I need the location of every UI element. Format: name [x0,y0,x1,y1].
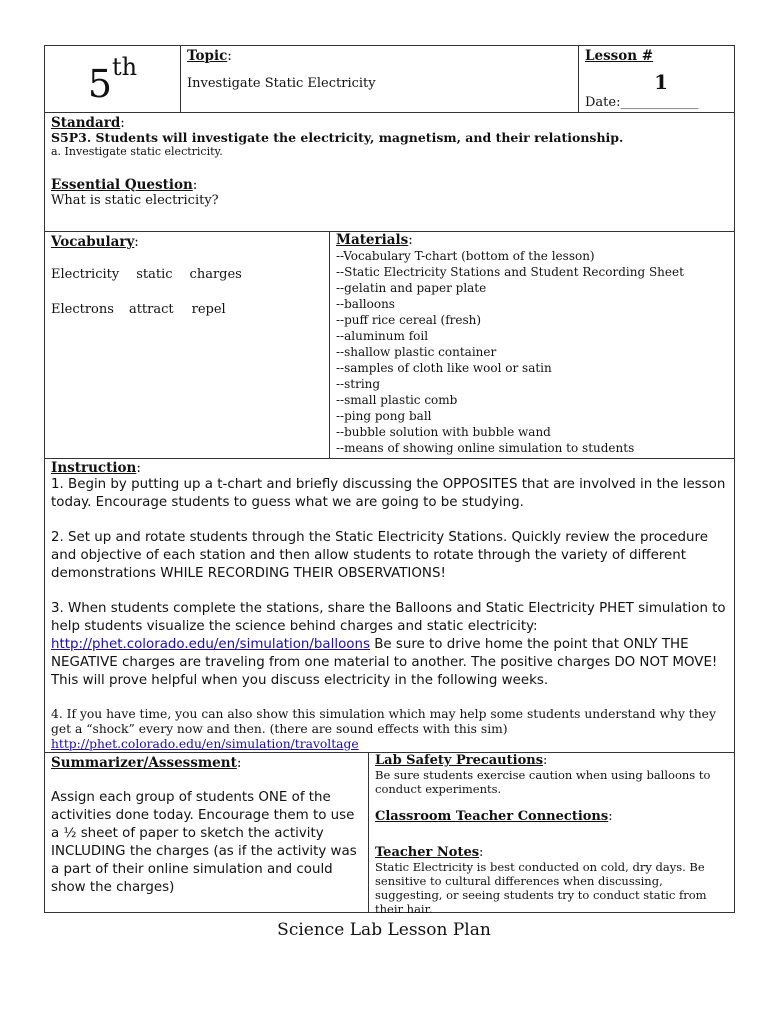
materials-item: --Static Electricity Stations and Student Recording Sheet [336,265,684,279]
notes-cell [368,753,734,916]
instruction-step-3 [51,600,728,690]
lesson-number: 1 [654,70,668,94]
summarizer-cell [45,753,368,912]
date-field: Date:____________ [585,95,699,110]
teacher-notes-colon: : [479,845,484,860]
essential-question-label: Essential Question [51,177,193,193]
topic-colon: : [227,48,232,64]
materials-item: --ping pong ball [336,409,432,423]
materials-colon: : [408,232,413,248]
materials-item: --gelatin and paper plate [336,281,487,295]
instruction-step-4-text: 4. If you have time, you can also show this simulation which may help some students understand why they get a “shock” every now and then. (there are sound effects with this sim) [51,707,716,736]
instruction-colon: : [136,460,141,476]
standard-sub: a. Investigate static electricity. [51,145,223,158]
materials-cell [329,232,734,458]
materials-item: --small plastic comb [336,393,458,407]
lab-safety-label: Lab Safety Precautions [375,753,544,768]
materials-item: --bubble solution with bubble wand [336,425,551,439]
vocabulary-line-1 [51,267,323,284]
standard-label: Standard [51,115,121,131]
travoltage-simulation-link[interactable]: http://phet.colorado.edu/en/simulation/travoltage [51,737,359,751]
summarizer-colon: : [236,755,242,771]
instruction-step-3-intro: 3. When students complete the stations, share the Balloons and Static Electricity PHET simulation to help students visualize the science behind charges and static electricity: [51,601,726,634]
vocab-word: charges [189,267,242,282]
materials-item: --shallow plastic container [336,345,497,359]
standard-colon: : [120,115,125,131]
summarizer-label: Summarizer/Assessment [51,755,237,771]
vocabulary-cell [45,232,329,458]
classroom-teacher-colon: : [608,809,613,824]
page-footer-title: Science Lab Lesson Plan [277,920,491,940]
vocab-word: repel [191,301,226,317]
lesson-cell [578,46,734,112]
materials-item: --puff rice cereal (fresh) [336,313,482,327]
materials-item: --string [336,377,381,391]
materials-item: --means of showing online simulation to students [336,441,635,455]
lesson-plan-table [44,45,735,916]
instruction-step-4 [51,707,728,752]
teacher-notes-text: Static Electricity is best conducted on cold, dry days. Be sensitive to cultural differences when discussing, suggesting, or seeing students try to conduct static from their hair. [375,860,707,916]
vocab-word: Electricity [51,267,120,282]
materials-item: --aluminum foil [336,329,429,343]
classroom-teacher-label: Classroom Teacher Connections [375,809,609,824]
instruction-step-2: 2. Set up and rotate students through the Static Electricity Stations. Quickly review the procedure and objective of each station and then allow students to rotate through the variety of different demonstrations WHILE RECORDING THEIR OBSERVATIONS! [51,530,708,581]
standard-cell [45,113,734,231]
materials-item: --Vocabulary T-chart (bottom of the lesson) [336,249,595,263]
vocab-word: attract [128,301,174,317]
materials-label: Materials [336,232,409,248]
lab-safety-colon: : [543,753,548,768]
instruction-label: Instruction [51,460,137,476]
grade-suffix: th [112,53,138,81]
instruction-row [44,459,735,753]
header-row [44,45,735,113]
instruction-step-3-rest: Be sure to drive home the point that ONLY THE NEGATIVE charges are traveling from one material to another. The positive charges DO NOT MOVE! This will prove helpful when you discuss electricity in the following weeks. [51,637,718,688]
topic-cell [180,46,578,112]
topic-label: Topic [187,48,228,64]
lesson-label: Lesson # [585,48,654,64]
assessment-row [44,753,735,916]
instruction-step-1: 1. Begin by putting up a t-chart and briefly discussing the OPPOSITES that are involved in the lesson today. Encourage students to guess what we are going to be studying. [51,477,726,510]
lab-safety-text: Be sure students exercise caution when using balloons to conduct experiments. [375,768,711,796]
balloons-simulation-link[interactable]: http://phet.colorado.edu/en/simulation/balloons [51,637,370,652]
vocab-materials-row [44,232,735,459]
instruction-cell [45,459,734,752]
essential-question-colon: : [192,177,198,193]
vocab-word: static [136,267,173,282]
vocab-word: Electrons [51,301,114,317]
standard-row [44,113,735,232]
essential-question-text: What is static electricity? [51,193,219,208]
vocabulary-label: Vocabulary [51,234,135,250]
grade-cell [45,46,180,112]
materials-item: --balloons [336,297,395,311]
materials-item: --samples of cloth like wool or satin [336,361,552,375]
vocabulary-line-2 [51,302,323,319]
topic-text: Investigate Static Electricity [187,76,376,91]
materials-list [336,248,728,456]
standard-code: S5P3. Students will investigate the electricity, magnetism, and their relationship. [51,130,624,145]
summarizer-text: Assign each group of students ONE of the activities done today. Encourage them to use a ½ sheet of paper to sketch the activity INCLUDING the charges (as if the activity was a part of their online simulation and could show the charges) [51,790,357,895]
grade-number: 5 [87,62,113,106]
vocabulary-colon: : [134,234,139,250]
teacher-notes-label: Teacher Notes [375,845,480,860]
